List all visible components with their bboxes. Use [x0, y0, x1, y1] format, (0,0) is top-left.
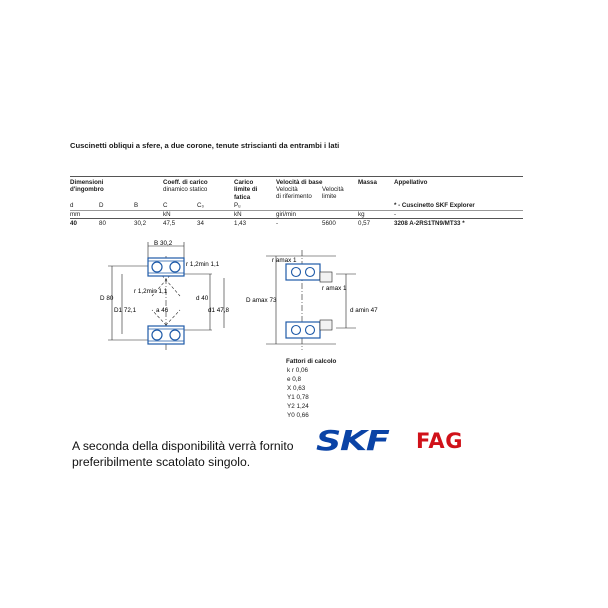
factor-e: e 0,8 [287, 376, 302, 383]
unit-kN: kN [163, 211, 171, 218]
lower-bearing-section [148, 326, 184, 344]
factor-x: X 0,63 [287, 385, 306, 392]
label-D1: D1 72,1 [114, 307, 137, 314]
page-title: Cuscinetti obliqui a sfere, a due corone, tenute striscianti da entrambi i lati [70, 141, 340, 150]
header-appellativo: Appellativo [394, 179, 428, 186]
unit-mm: mm [70, 211, 81, 218]
factors-title: Fattori di calcolo [286, 358, 337, 365]
val-B: 30,2 [134, 220, 147, 227]
abutment-drawing [246, 250, 376, 354]
abutment-lower [286, 320, 332, 338]
sym-B: B [134, 202, 139, 209]
unit-rpm: giri/min [276, 211, 296, 218]
upper-bearing-section [148, 258, 184, 276]
sym-C0: C₀ [197, 202, 205, 209]
label-da: d amin 47 [350, 307, 378, 314]
val-mass: 0,57 [358, 220, 371, 227]
val-C0: 34 [197, 220, 204, 227]
sym-C: C [163, 202, 168, 209]
availability-note [72, 438, 294, 470]
label-ra-top: r amax 1 [272, 257, 297, 264]
table-row-rule [70, 218, 523, 219]
header-coeff-sub: dinamico statico [163, 186, 208, 193]
label-d1: d1 47,8 [208, 307, 230, 314]
factor-y1: Y1 0,78 [287, 394, 309, 401]
header-velocita-sub3: Velocità limite [322, 186, 344, 201]
val-designation: 3208 A-2RS1TN9/MT33 * [394, 220, 465, 227]
val-D: 80 [99, 220, 106, 227]
label-D: D 80 [100, 295, 114, 302]
availability-note-line2: preferibilmente scatolato singolo. [72, 455, 251, 469]
sym-explorer: * - Cuscinetto SKF Explorer [394, 202, 475, 209]
val-ref-speed: - [276, 220, 279, 227]
header-velocita-sub1: Velocità [276, 186, 298, 193]
val-lim-speed: 5600 [322, 220, 336, 227]
factor-kr: k r 0,06 [287, 367, 309, 374]
sym-Pu: Pᵤ [234, 202, 241, 209]
val-C: 47,5 [163, 220, 176, 227]
bearing-section-drawing [100, 236, 240, 356]
header-velocita-sub2: di riferimento [276, 193, 312, 200]
label-r12min-mid: r 1,2min 1,1 [134, 288, 168, 295]
header-dimensioni: Dimensioni d'ingombro [70, 179, 104, 194]
sym-d: d [70, 202, 74, 209]
header-coeff: Coeff. di carico [163, 179, 208, 186]
header-velocita: Velocità di base [276, 179, 323, 186]
unit-kN2: kN [234, 211, 242, 218]
val-d: 40 [70, 220, 77, 227]
availability-note-line1: A seconda della disponibilità verrà fornito [72, 439, 294, 453]
header-carico: Carico limite di fatica [234, 179, 258, 201]
unit-kg: kg [358, 211, 365, 218]
label-Da: D amax 73 [246, 297, 277, 304]
abutment-upper [286, 264, 332, 282]
table-mid-rule [70, 210, 523, 211]
table-top-rule [70, 176, 523, 177]
label-ra-mid: r amax 1 [322, 285, 347, 292]
label-d: d 40 [196, 295, 209, 302]
factor-y0: Y0 0,66 [287, 412, 309, 419]
skf-logo: SKF [316, 424, 389, 457]
val-Pu: 1,43 [234, 220, 247, 227]
label-r12min-top: r 1,2min 1,1 [186, 261, 220, 268]
label-a: a 46 [156, 307, 169, 314]
unit-dash: - [394, 211, 397, 218]
sym-D: D [99, 202, 104, 209]
label-B: B 30,2 [154, 240, 173, 247]
header-massa: Massa [358, 179, 377, 186]
fag-logo: FAG [416, 429, 463, 453]
factor-y2: Y2 1,24 [287, 403, 309, 410]
